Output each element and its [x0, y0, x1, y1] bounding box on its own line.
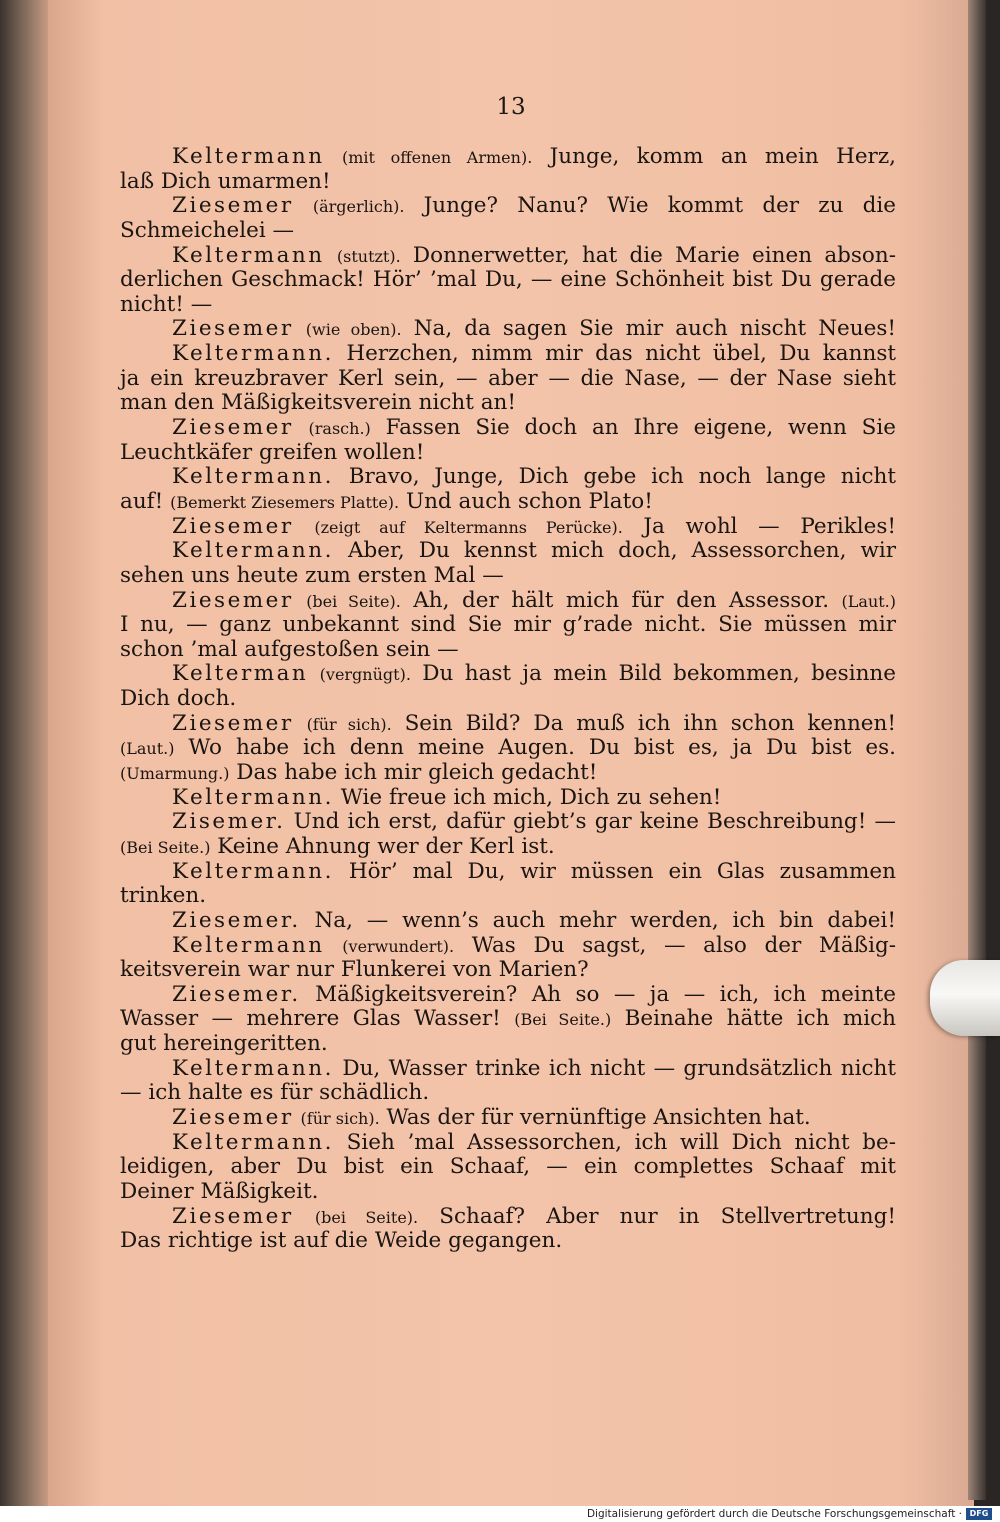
page-number: 13: [496, 94, 526, 120]
stage-direction: (bei Seite).: [306, 591, 401, 611]
text-line: [120, 638, 896, 663]
dialogue-text: [325, 933, 343, 958]
speaker-name: Ziesemer: [172, 193, 294, 219]
speaker-name: Ziesemer.: [172, 907, 301, 933]
dialogue-text: leidigen, aber Du bist ein Schaaf, — ein complettes Schaaf mit: [120, 1154, 896, 1180]
text-line: [120, 958, 896, 983]
text-line: [120, 736, 896, 761]
dialogue-text: Du, Wasser trinke ich nicht — grundsätzlich nicht: [333, 1055, 896, 1081]
dialogue-text: Und auch schon Plato!: [399, 488, 653, 514]
text-line: [120, 268, 896, 293]
stage-direction: (Laut.): [841, 591, 896, 611]
dialogue-text: ja ein kreuzbraver Kerl sein, — aber — die Nase, — der Nase sieht: [120, 365, 896, 391]
text-line: [120, 317, 896, 342]
dialogue-text: Hör’ mal Du, wir müssen ein Glas zusammen: [333, 858, 896, 884]
dialogue-text: laß Dich umarmen!: [120, 168, 331, 194]
text-line: [120, 1032, 896, 1057]
stage-direction: (Bei Seite.): [120, 837, 211, 857]
text-line: [120, 687, 896, 712]
stage-direction: (Bei Seite.): [514, 1010, 612, 1030]
text-line: [120, 786, 896, 811]
text-line: [120, 909, 896, 934]
dialogue-text: Sieh ’mal Assessorchen, ich will Dich nicht be-: [333, 1129, 896, 1155]
text-line: [120, 835, 896, 860]
dialogue-text: Ja wohl — Perikles!: [622, 513, 896, 539]
text-line: [120, 391, 896, 416]
dialogue-text: I nu, — ganz unbekannt sind Sie mir g’rade nicht. Sie müssen mir: [120, 612, 896, 638]
text-line: [120, 934, 896, 959]
dialogue-text: schon ’mal aufgestoßen sein —: [120, 636, 459, 662]
text-line: [120, 1229, 896, 1254]
stage-direction: (bei Seite).: [314, 1207, 419, 1227]
speaker-name: Ziesemer: [172, 415, 294, 441]
book-page: [48, 0, 974, 1506]
page-edge-right: [968, 0, 986, 1500]
dialogue-text: derlichen Geschmack! Hör’ ’mal Du, — eine Schönheit bist Du gerade: [120, 267, 896, 293]
dialogue-text: Aber, Du kennst mich doch, Assessorchen, wir: [333, 538, 896, 564]
dialogue-text: sehen uns heute zum ersten Mal —: [120, 562, 504, 588]
text-line: [120, 1180, 896, 1205]
text-line: [120, 490, 896, 515]
dialogue-text: Wo habe ich denn meine Augen. Du bist es, ja Du bist es.: [174, 735, 896, 761]
text-line: [120, 1007, 896, 1032]
dialogue-text: [294, 415, 309, 440]
speaker-name: Ziesemer: [172, 587, 294, 613]
speaker-name: Ziesemer: [172, 1203, 294, 1229]
dialogue-text: gut hereingeritten.: [120, 1031, 328, 1057]
dialogue-text: Dich doch.: [120, 686, 237, 712]
text-line: [120, 367, 896, 392]
text-line: [120, 416, 896, 441]
dialogue-text: Donnerwetter, hat die Marie einen abson-: [400, 242, 896, 268]
dialogue-text: Na, — wenn’s auch mehr werden, ich bin dabei!: [300, 907, 896, 933]
text-line: [120, 860, 896, 885]
text-line: [120, 465, 896, 490]
stage-direction: (wie oben).: [305, 320, 402, 340]
dialogue-text: [325, 243, 337, 268]
text-line: [120, 539, 896, 564]
dialogue-text: Mäßigkeitsverein? Ah so — ja — ich, ich meinte: [300, 981, 896, 1007]
text-line: [120, 170, 896, 195]
dialogue-text: — ich halte es für schädlich.: [120, 1080, 430, 1106]
text-line: [120, 244, 896, 269]
speaker-name: Keltermann.: [172, 341, 334, 367]
stage-direction: (vergnügt).: [319, 665, 411, 685]
stage-direction: (mit offenen Armen).: [342, 148, 533, 167]
stage-direction: (ärgerlich).: [312, 197, 405, 217]
dialogue-text: Schmeichelei —: [120, 217, 295, 243]
speaker-name: Keltermann.: [172, 1129, 334, 1155]
dialogue-text: trinken.: [120, 883, 207, 909]
stage-direction: (Bemerkt Ziesemers Platte).: [170, 492, 400, 512]
text-line: [120, 613, 896, 638]
stage-direction: (zeigt auf Keltermanns Perücke).: [314, 517, 623, 537]
page-marker-tab: [930, 960, 1000, 1036]
dialogue-text: Was Du sagst, — also der Mäßig-: [454, 932, 896, 958]
dialogue-text: Wie freue ich mich, Dich zu sehen!: [333, 784, 722, 810]
dialogue-text: Ah, der hält mich für den Assessor.: [400, 587, 842, 613]
speaker-name: Ziesemer: [172, 513, 294, 539]
dialogue-text: Das habe ich mir gleich gedacht!: [229, 760, 598, 786]
book-binding-left: [0, 0, 48, 1510]
speaker-name: Ziesemer: [172, 710, 294, 736]
dialogue-text: Sein Bild? Da muß ich ihn schon kennen!: [391, 710, 897, 736]
dialogue-text: [325, 144, 342, 169]
speaker-name: Ziesemer: [172, 316, 294, 342]
dialogue-text: [294, 1105, 301, 1130]
text-line: [120, 884, 896, 909]
stage-direction: (Umarmung.): [120, 764, 230, 784]
speaker-name: Keltermann: [172, 932, 325, 958]
speaker-name: Ziesemer.: [172, 981, 301, 1007]
dialogue-text: [294, 514, 315, 539]
dialogue-text: [294, 711, 307, 736]
stage-direction: (stutzt).: [336, 246, 401, 266]
dialogue-text: Keine Ahnung wer der Kerl ist.: [210, 833, 555, 859]
text-line: [120, 194, 896, 219]
dialogue-text: [294, 193, 313, 218]
text-line: [120, 145, 896, 170]
dialogue-text: auf!: [120, 488, 171, 514]
dialogue-text: keitsverein war nur Flunkerei von Marien?: [120, 957, 589, 983]
speaker-name: Keltermann.: [172, 784, 334, 810]
dialogue-text: [308, 661, 319, 686]
footer-credit: Digitalisierung gefördert durch die Deutsche Forschungsgemeinschaft ·: [586, 1508, 962, 1520]
dialogue-text: [294, 1204, 315, 1229]
dialogue-text: Bravo, Junge, Dich gebe ich noch lange nicht: [333, 464, 896, 490]
text-line: [120, 810, 896, 835]
text-line: [120, 1131, 896, 1156]
dialogue-text: Deiner Mäßigkeit.: [120, 1178, 319, 1204]
text-line: [120, 441, 896, 466]
dialogue-text: Wasser — mehrere Glas Wasser!: [120, 1006, 515, 1032]
text-line: [120, 1081, 896, 1106]
text-line: [120, 1106, 896, 1131]
text-line: [120, 1205, 896, 1230]
dialogue-text: Was der für vernünftige Ansichten hat.: [379, 1104, 811, 1130]
text-line: [120, 293, 896, 318]
speaker-name: Keltermann.: [172, 1055, 334, 1081]
stage-direction: (verwundert).: [342, 936, 455, 956]
dialogue-text: Herzchen, nimm mir das nicht übel, Du kannst: [333, 341, 896, 367]
dialogue-text: Junge? Nanu? Wie kommt der zu die: [404, 193, 896, 219]
speaker-name: Kelterman: [172, 661, 309, 687]
dialogue-text: [294, 588, 307, 613]
dialogue-text: Schaaf? Aber nur in Stellvertretung!: [418, 1203, 897, 1229]
text-line: [120, 1057, 896, 1082]
page-text: [120, 145, 896, 1254]
dialogue-text: Fassen Sie doch an Ihre eigene, wenn Sie: [370, 415, 896, 441]
stage-direction: (für sich).: [306, 714, 392, 734]
dialogue-text: Junge, komm an mein Herz,: [532, 144, 896, 169]
dialogue-text: Na, da sagen Sie mir auch nischt Neues!: [401, 316, 896, 342]
text-line: [120, 761, 896, 786]
text-line: [120, 983, 896, 1008]
text-line: [120, 1155, 896, 1180]
dfg-logo: DFG: [966, 1508, 992, 1520]
speaker-name: Keltermann.: [172, 858, 334, 884]
dialogue-text: Leuchtkäfer greifen wollen!: [120, 439, 425, 465]
speaker-name: Keltermann.: [172, 538, 334, 564]
stage-direction: (Laut.): [120, 739, 175, 759]
text-line: [120, 589, 896, 614]
speaker-name: Keltermann: [172, 242, 325, 268]
speaker-name: Keltermann: [172, 144, 325, 169]
text-line: [120, 342, 896, 367]
stage-direction: (für sich).: [300, 1108, 380, 1128]
stage-direction: (rasch.): [308, 419, 371, 439]
text-line: [120, 712, 896, 737]
dialogue-text: Beinahe hätte ich mich: [611, 1006, 897, 1032]
dialogue-text: [294, 316, 306, 341]
speaker-name: Ziesemer: [172, 1104, 294, 1130]
dialogue-text: Du hast ja mein Bild bekommen, besinne: [410, 661, 896, 687]
text-line: [120, 662, 896, 687]
dialogue-text: Das richtige ist auf die Weide gegangen.: [120, 1228, 563, 1254]
dialogue-text: Und ich erst, dafür giebt’s gar keine Beschreibung! —: [285, 809, 896, 835]
text-line: [120, 515, 896, 540]
text-line: [120, 564, 896, 589]
text-line: [120, 219, 896, 244]
speaker-name: Zisemer.: [172, 809, 286, 835]
dialogue-text: man den Mäßigkeitsverein nicht an!: [120, 390, 517, 416]
dialogue-text: nicht! —: [120, 291, 213, 317]
speaker-name: Keltermann.: [172, 464, 334, 490]
